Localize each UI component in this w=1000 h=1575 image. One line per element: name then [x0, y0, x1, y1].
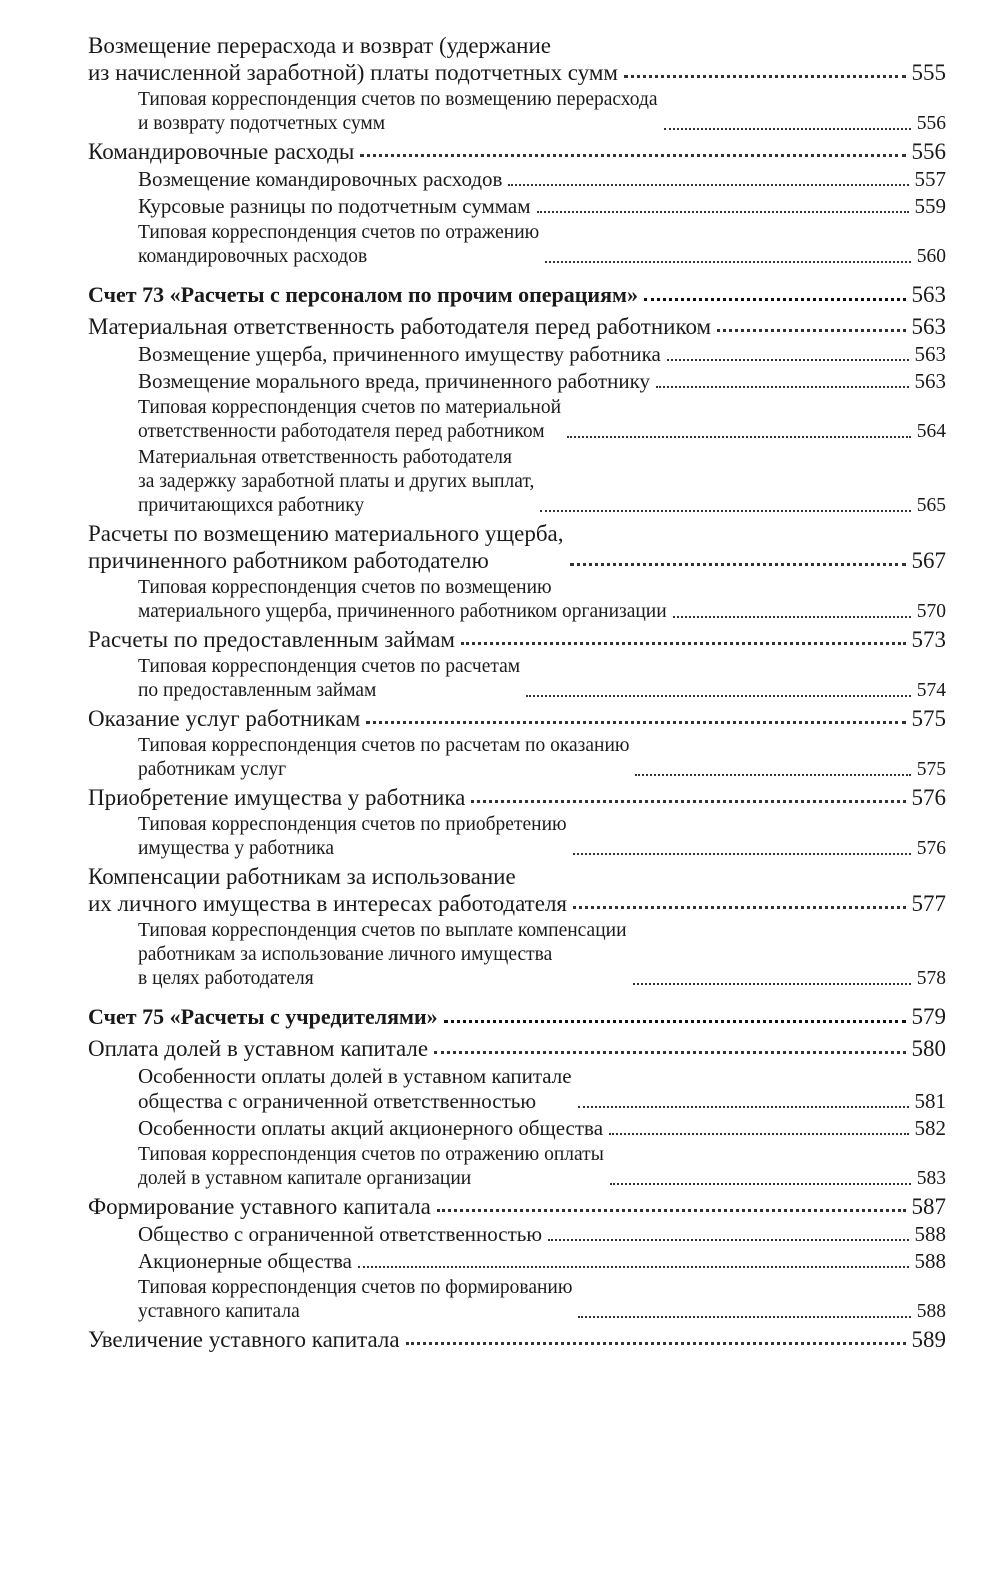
toc-section-heading[interactable] — [88, 281, 946, 309]
toc-page-number: 580 — [911, 1036, 946, 1061]
toc-entry-title: Типовая корреспонденция счетов по формированию уставного капитала — [138, 1277, 573, 1322]
toc-entry-title: Особенности оплаты акций акционерного общества — [138, 1116, 604, 1140]
toc-entry[interactable] — [138, 1064, 946, 1114]
toc-page-number: 565 — [916, 495, 946, 516]
toc-entry-title: Оплата долей в уставном капитале — [88, 1036, 429, 1061]
toc-entry[interactable] — [138, 919, 946, 991]
toc-entry-title: Счет 75 «Расчеты с учредителями» — [88, 1004, 438, 1029]
toc-page-number: 579 — [911, 1004, 946, 1029]
toc-entry[interactable] — [88, 784, 946, 811]
toc-entry[interactable] — [88, 32, 946, 86]
toc-page-number: 576 — [916, 838, 946, 859]
toc-entry-title: Типовая корреспонденция счетов по расчетам по оказанию работникам услуг — [138, 735, 630, 780]
toc-page-number: 555 — [911, 60, 946, 85]
toc-page-number: 563 — [911, 282, 946, 307]
toc-entry-title: Увеличение уставного капитала — [88, 1327, 400, 1352]
dot-leader — [508, 184, 908, 186]
dot-leader — [633, 983, 911, 985]
toc-entry-title: Возмещение перерасхода и возврат (удержание из начисленной заработной) платы подотчетных сумм — [88, 33, 618, 85]
dot-leader — [545, 261, 911, 263]
toc-page-number: 567 — [911, 548, 946, 573]
toc-entry-title: Возмещение ущерба, причиненного имуществу работника — [138, 342, 661, 366]
toc-page-number: 570 — [916, 601, 946, 622]
toc-entry[interactable] — [138, 1249, 946, 1274]
toc-page-number: 578 — [916, 968, 946, 989]
toc-entry[interactable] — [138, 813, 946, 861]
dot-leader — [366, 721, 905, 724]
dot-leader — [406, 1342, 906, 1345]
toc-entry[interactable] — [138, 1143, 946, 1191]
toc-entry-title: Командировочные расходы — [88, 139, 355, 164]
toc-page-number: 581 — [914, 1089, 946, 1113]
toc-page-number: 589 — [911, 1327, 946, 1352]
toc-page-number: 582 — [914, 1116, 946, 1140]
toc-entry[interactable] — [138, 655, 946, 703]
toc-entry-title: Материальная ответственность работодателя перед работником — [88, 314, 712, 339]
toc-entry[interactable] — [88, 863, 946, 917]
toc-entry[interactable] — [138, 734, 946, 782]
toc-entry[interactable] — [88, 1035, 946, 1062]
toc-page-number: 563 — [914, 342, 946, 366]
toc-page-number: 576 — [911, 785, 946, 810]
dot-leader — [540, 510, 910, 512]
toc-page-number: 574 — [916, 680, 946, 701]
dot-leader — [578, 1316, 910, 1318]
toc-entry[interactable] — [88, 705, 946, 732]
toc-entry-title: Типовая корреспонденция счетов по выплате компенсации работникам за использование личного имущества в целях работодателя — [138, 920, 627, 989]
toc-entry-title: Типовая корреспонденция счетов по отражению командировочных расходов — [138, 222, 540, 267]
dot-leader — [610, 1183, 911, 1185]
dot-leader — [358, 1266, 909, 1268]
dot-leader — [471, 800, 905, 803]
toc-entry-title: Приобретение имущества у работника — [88, 785, 466, 810]
dot-leader — [573, 853, 911, 855]
dot-leader — [656, 386, 909, 388]
toc-entry[interactable] — [88, 313, 946, 340]
toc-entry[interactable] — [88, 1193, 946, 1220]
dot-leader — [573, 906, 905, 909]
dot-leader — [644, 298, 906, 301]
toc-page-number: 556 — [911, 139, 946, 164]
toc-page-number: 573 — [911, 627, 946, 652]
toc-entry-title: Возмещение морального вреда, причиненного работнику — [138, 369, 650, 393]
dot-leader — [444, 1020, 906, 1023]
toc-entry-title: Расчеты по предоставленным займам — [88, 627, 455, 652]
toc-entry[interactable] — [88, 1326, 946, 1353]
toc-entry[interactable] — [138, 167, 946, 192]
dot-leader — [437, 1209, 906, 1212]
toc-entry-title: Типовая корреспонденция счетов по возмещению перерасхода и возврату подотчетных сумм — [138, 89, 658, 134]
dot-leader — [360, 154, 905, 157]
toc-page-number: 556 — [916, 113, 946, 134]
toc-entry-title: Типовая корреспонденция счетов по отражению оплаты долей в уставном капитале организации — [138, 1144, 604, 1189]
toc-entry[interactable] — [138, 1116, 946, 1141]
toc-entry[interactable] — [138, 576, 946, 624]
dot-leader — [635, 774, 910, 776]
toc-page-number: 588 — [914, 1249, 946, 1273]
toc-page-number: 559 — [914, 194, 946, 218]
toc-entry-title: Компенсации работникам за использование их личного имущества в интересах работодателя — [88, 864, 568, 916]
toc-entry-title: Типовая корреспонденция счетов по возмещению материального ущерба, причиненного работником организации — [138, 577, 667, 622]
toc-page-number: 564 — [916, 421, 946, 442]
toc-entry-title: Акционерные общества — [138, 1249, 352, 1273]
toc-page-number: 557 — [914, 167, 946, 191]
toc-entry[interactable] — [138, 221, 946, 269]
toc-page-number: 560 — [916, 246, 946, 267]
toc-entry-title: Формирование уставного капитала — [88, 1194, 431, 1219]
toc-page-number: 575 — [916, 759, 946, 780]
dot-leader — [609, 1133, 908, 1135]
toc-entry[interactable] — [138, 88, 946, 136]
toc-entry-title: Оказание услуг работникам — [88, 706, 361, 731]
dot-leader — [667, 359, 909, 361]
toc-entry[interactable] — [88, 520, 946, 574]
dot-leader — [673, 616, 911, 618]
toc-page-number: 588 — [916, 1301, 946, 1322]
toc-page-number: 563 — [914, 369, 946, 393]
dot-leader — [526, 695, 911, 697]
toc-entry[interactable] — [138, 342, 946, 367]
toc-entry[interactable] — [138, 1276, 946, 1324]
toc-page-number: 577 — [911, 891, 946, 916]
toc-page-number: 575 — [911, 706, 946, 731]
toc-page-number: 583 — [916, 1168, 946, 1189]
toc-entry-title: Типовая корреспонденция счетов по материальной ответственности работодателя перед работником — [138, 397, 562, 442]
toc-entry-title: Возмещение командировочных расходов — [138, 167, 503, 191]
toc-entry-title: Общество с ограниченной ответственностью — [138, 1222, 543, 1246]
dot-leader — [578, 1106, 909, 1108]
toc-entry[interactable] — [88, 626, 946, 653]
toc-entry[interactable] — [138, 1222, 946, 1247]
toc-entry[interactable] — [138, 369, 946, 394]
dot-leader — [717, 329, 905, 332]
toc-entry[interactable] — [138, 396, 946, 444]
dot-leader — [567, 436, 911, 438]
toc-entry-title: Типовая корреспонденция счетов по приобретению имущества у работника — [138, 814, 567, 859]
table-of-contents — [88, 32, 946, 1355]
toc-entry-title: Типовая корреспонденция счетов по расчетам по предоставленным займам — [138, 656, 521, 701]
dot-leader — [664, 128, 911, 130]
toc-section-heading[interactable] — [88, 1003, 946, 1031]
dot-leader — [570, 563, 906, 566]
toc-entry[interactable] — [88, 138, 946, 165]
dot-leader — [537, 211, 909, 213]
toc-entry-title: Курсовые разницы по подотчетным суммам — [138, 194, 531, 218]
toc-entry-title: Особенности оплаты долей в уставном капитале общества с ограниченной ответственностью — [138, 1064, 572, 1113]
dot-leader — [434, 1051, 905, 1054]
dot-leader — [548, 1239, 908, 1241]
toc-entry-title: Материальная ответственность работодателя за задержку заработной платы и других выплат, причитающихся работнику — [138, 447, 535, 516]
toc-entry[interactable] — [138, 194, 946, 219]
toc-page-number: 588 — [914, 1222, 946, 1246]
toc-page-number: 587 — [911, 1194, 946, 1219]
toc-entry[interactable] — [138, 446, 946, 518]
toc-page-number: 563 — [911, 314, 946, 339]
toc-entry-title: Расчеты по возмещению материального ущерба, причиненного работником работодателю — [88, 521, 564, 573]
dot-leader — [461, 642, 906, 645]
toc-entry-title: Счет 73 «Расчеты с персоналом по прочим операциям» — [88, 282, 638, 307]
dot-leader — [624, 75, 906, 78]
